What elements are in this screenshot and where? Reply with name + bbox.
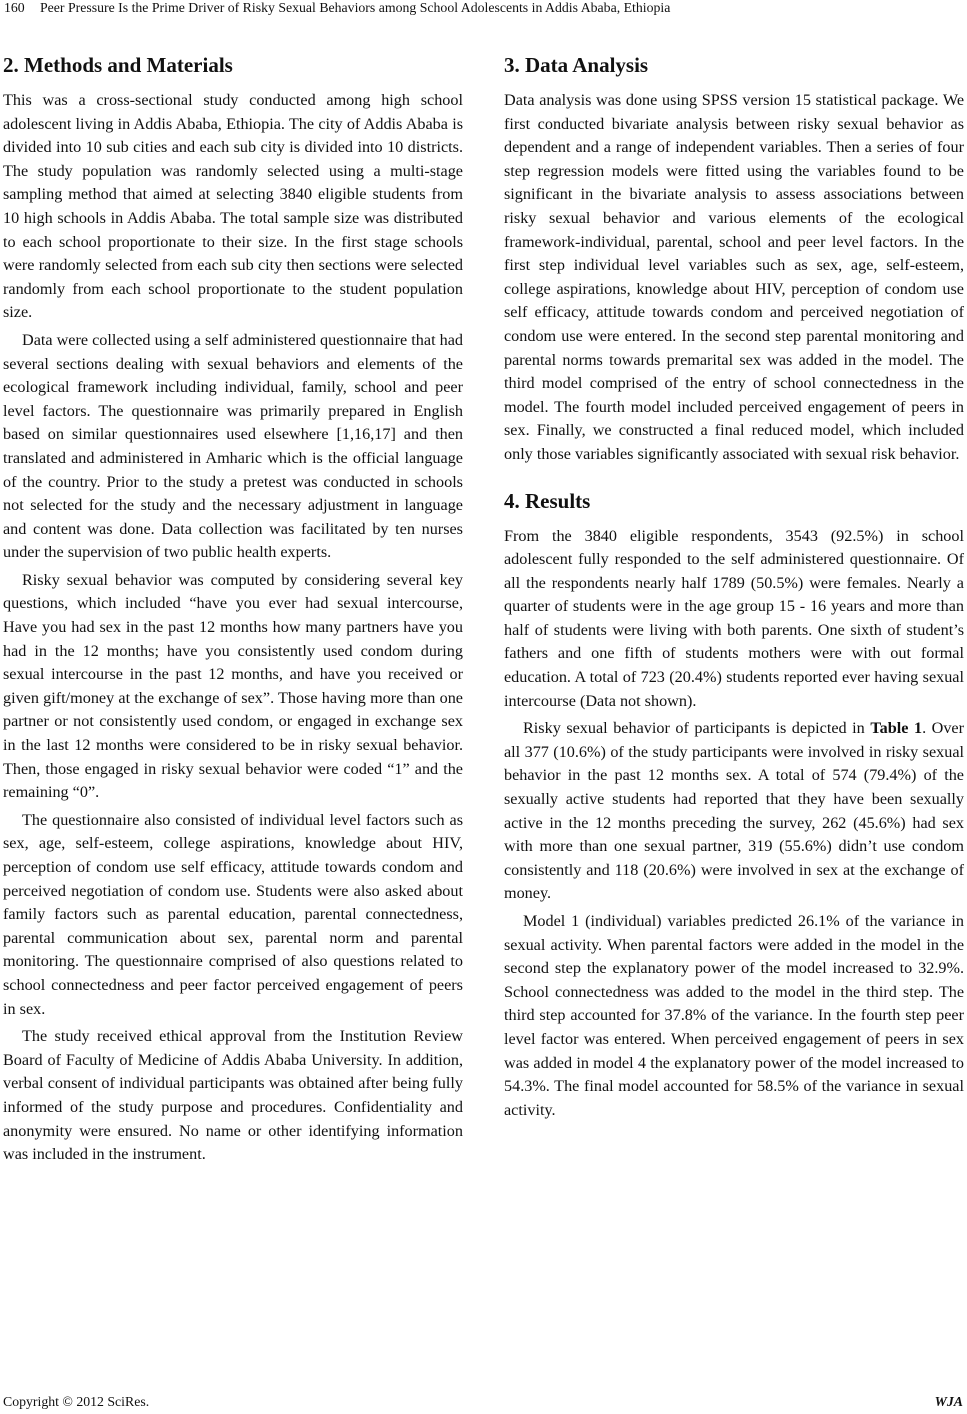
running-title: Peer Pressure Is the Prime Driver of Risky Sexual Behaviors among School Adolescents in Addis Ababa, Ethiopia bbox=[40, 0, 671, 15]
page-footer bbox=[3, 1394, 963, 1412]
table-1-reference[interactable]: Table 1 bbox=[870, 719, 923, 738]
paragraph-data-analysis: Data analysis was done using SPSS version 15 statistical package. We first conducted bivariate analysis between risky sexual behavior as dependent and a range of independent variables. Then a series of four step regression models were fitted using the variables found to be significant in the bivariate analysis to assess associations between risky sexual behavior and various elements of the ecological framework-individual, parental, school and peer level factors. In the first step individual level variables such as sex, age, self-esteem, college aspirations, knowledge about HIV, perception of condom use self efficacy, attitude towards condom and perceived negotiation of condom use were entered. In the second step parental monitoring and parental norms towards premarital sex was added in the model. The third model comprised of the entry of school connectedness in the model. The fourth model included perceived engagement of peers in sex. Finally, we constructed a final reduced model, which included only those variables significantly associated with sexual risk behavior. bbox=[504, 91, 964, 463]
paragraph-methods-4: The questionnaire also consisted of individual level factors such as sex, age, self-esteem, college aspirations, knowledge about HIV, perception of condom use self efficacy, attitude towards condom and perceived negotiation of condom use. Students were also asked about family factors such as parental education, parental connectedness, parental communication about sex, parental norm and parental monitoring. The questionnaire comprised of also questions related to school connectedness and peer factor perceived engagement of peers in sex. bbox=[3, 810, 463, 1018]
copyright-notice: Copyright © 2012 SciRes. bbox=[3, 1394, 150, 1409]
paragraph-methods-2: Data were collected using a self administered questionnaire that had several sections dealing with sexual behaviors and elements of the ecological framework including individual, family, school and peer level factors. The questionnaire was primarily prepared in English based on similar questionnaires used elsewhere [1,16,17] and then translated and administered in Amharic which is the official language of the country. Prior to the study a pretest was conducted in schools not selected for the study and the necessary adjustment in language and content was done. Data collection was facilitated by ten nurses under the supervision of two public health experts. bbox=[3, 330, 463, 562]
paragraph-methods-5: The study received ethical approval from the Institution Review Board of Faculty of Medicine of Addis Ababa University. In addition, verbal consent of individual participants was obtained after being fully informed of the study purpose and procedures. Confidentiality and anonymity were ensured. No name or other identifying information was included in the instrument. bbox=[3, 1027, 463, 1164]
journal-abbreviation: WJA bbox=[934, 1394, 963, 1409]
section-heading-data-analysis: 3. Data Analysis bbox=[504, 53, 649, 77]
page-number: 160 bbox=[4, 0, 25, 15]
paragraph-methods-3: Risky sexual behavior was computed by considering several key questions, which included “have you ever had sexual intercourse, Have you had sex in the past 12 months how many partners have you had in the 12 months; have you consistently used condom during sexual intercourse in the past 12 months, and have you received or given gift/money at the exchange of sex”. Those having more than one partner or not consistently used condom, or engaged in exchange sex in the last 12 months were considered to be in risky sexual behavior. Then, those engaged in risky sexual behavior were coded “1” and the remaining “0”. bbox=[3, 570, 463, 802]
paragraph-results-2 bbox=[504, 717, 964, 906]
left-column bbox=[3, 50, 463, 1167]
paragraph-results-3: Model 1 (individual) variables predicted 26.1% of the variance in sexual activity. When parental factors were added in the model in the second step the explanatory power of the model increased to 32.9%. School connectedness was added to the model in the third step. The third step accounted for 37.8% of the variance. In the fourth step peer level factor was entered. When perceived engagement of peers in sex was added in model 4 the explanatory power of the model increased to 54.3%. The final model accounted for 58.5% of the variance in sexual activity. bbox=[504, 912, 964, 1119]
section-heading-methods: 2. Methods and Materials bbox=[3, 53, 233, 77]
results-2-rest: . Over all 377 (10.6%) of the study participants were involved in risky sexual behavior in the past 12 months sex. A total of 574 (79.4%) of the sexually active students had reported that they have been sexually active in the 12 months preceding the survey, 262 (45.6%) had sex with more than one sexual partner, 319 (55.6%) didn’t use condom consistently and 118 (20.6%) were involved in sex at the exchange of money. bbox=[504, 719, 965, 903]
running-head bbox=[0, 0, 967, 20]
paragraph-methods-1: This was a cross-sectional study conducted among high school adolescent living in Addis Ababa, Ethiopia. The city of Addis Ababa is divided into 10 sub cities and each sub city is divided into 10 districts. The study population was randomly selected using a multi-stage sampling method that aimed at selecting 3840 eligible students from 10 high schools in Addis Ababa. The total sample size was distributed to each school proportionate to their size. In the first stage schools were randomly selected from each sub city then sections were selected randomly from each school proportionate to the student population size. bbox=[3, 91, 463, 322]
paragraph-results-1: From the 3840 eligible respondents, 3543 (92.5%) in school adolescent fully responded to the self administered questionnaire. Of all the respondents nearly half 1789 (50.5%) were females. Nearly a quarter of students were in the age group 15 - 16 years and more than half of students were living with both parents. One sixth of student’s fathers and one fifth of students mothers were with out formal education. A total of 723 (20.4%) students reported ever having sexual intercourse (Data not shown). bbox=[504, 526, 964, 710]
results-2-prefix: Risky sexual behavior of participants is depicted in bbox=[523, 719, 865, 738]
section-heading-results: 4. Results bbox=[504, 488, 591, 513]
right-column bbox=[504, 50, 964, 1122]
